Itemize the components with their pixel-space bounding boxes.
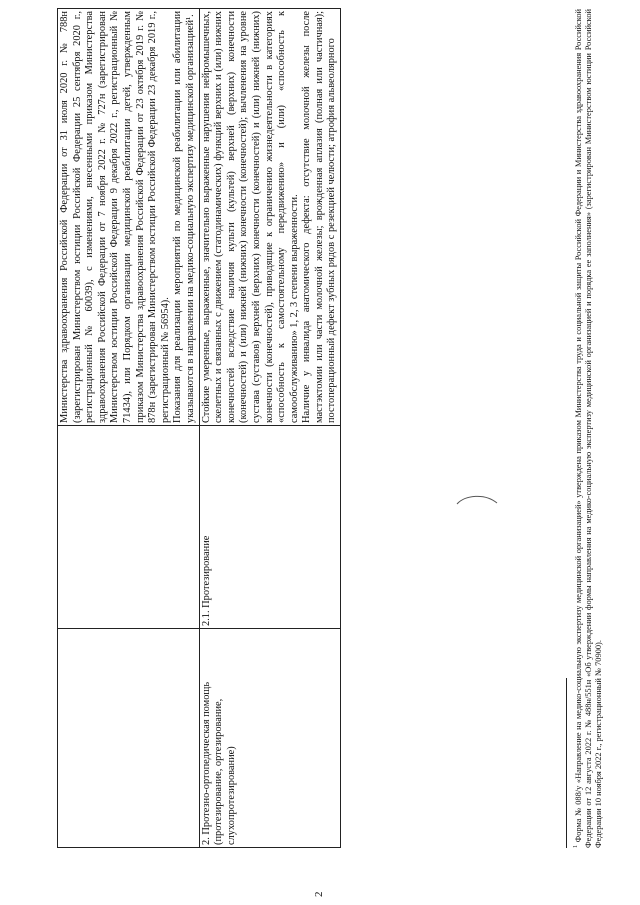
table-cell-subservice	[58, 426, 200, 629]
indications-paragraph: Стойкие умеренные, выраженные, значительно выраженные нарушения нейромышечных, скелетных и связанных с движением (статодинамических) функций верхних и (или) нижних конечностей вследствие наличия культи (культей) верхней (верхних) конечности (конечностей) и (или) нижней (нижних) конечности (конечностей); вычленения на уровне сустава (суставов) верхней (верхних) конечности (конечностей) и (или) нижней (нижних) конечности (конечностей), приводящие к ограничению жизнедеятельности в категориях «способность к самостоятельному передвижению» и (или) «способность к самообслуживанию» 1, 2, 3 степени выраженности.	[200, 11, 300, 423]
footnote	[571, 9, 604, 848]
services-table	[57, 8, 341, 848]
footnote-marker: 1	[573, 845, 579, 848]
page-number: 2	[313, 891, 325, 897]
pen-mark-icon	[455, 491, 499, 507]
indications-paragraph: Наличие у инвалида анатомического дефекта: отсутствие молочной железы после мастэктомии или части молочной железы; врожденная аплазия (полная или частичная); постоперационный дефект зубных рядов с резекцией челюсти; атрофия альвеолярного	[301, 11, 338, 423]
footnote-text: Форма № 088/у «Направление на медико-социальную экспертизу медицинской организацией» утверждена приказом Министерства труда и социальной защиты Российской Федерации и Министерства здравоохранения Российской Федерации от 12 августа 2022 г. № 488н/551н «Об утверждении формы направления на медико-социальную экспертизу медицинской организацией и порядка ее заполнения» (зарегистрирован Министерством юстиции Российской Федерации 10 ноября 2022 г., регистрационный № 70900).	[573, 8, 603, 848]
indications-paragraph: Министерства здравоохранения Российской Федерации от 31 июля 2020 г. № 788н (зарегистрирован Министерством юстиции Российской Федерации 25 сентября 2020 г., регистрационный № 60039), с изменениями, внесенными приказом Министерства здравоохранения Российской Федерации от 7 ноября 2022 г. № 727н (зарегистрирован Министерством юстиции Российской Федерации 9 декабря 2022 г., регистрационный № 71434), или Порядком организации медицинской реабилитации детей, утвержденным приказом Министерства здравоохранения Российской Федерации от 23 октября 2019 г. № 878н (зарегистрирован Министерством юстиции Российской Федерации 23 декабря 2019 г., регистрационный № 56954).	[59, 11, 171, 423]
indications-paragraph: Показания для реализации мероприятий по медицинской реабилитации или абилитации указываются в направлении на медико-социальную экспертизу медицинской организацией¹.	[172, 11, 196, 423]
table-cell-indications	[58, 9, 200, 426]
service-name: 2. Протезно-ортопедическая помощь (протезирование, ортезирование, слухопротезирование)	[200, 681, 237, 845]
table-cell-indications	[199, 9, 341, 426]
table-cell-subservice	[199, 426, 341, 629]
table-cell-service	[58, 629, 200, 848]
footnote-divider	[566, 678, 567, 848]
subservice-name: 2.1. Протезирование	[200, 535, 212, 626]
table-row	[199, 9, 341, 848]
table-cell-service	[199, 629, 341, 848]
table-row	[58, 9, 200, 848]
